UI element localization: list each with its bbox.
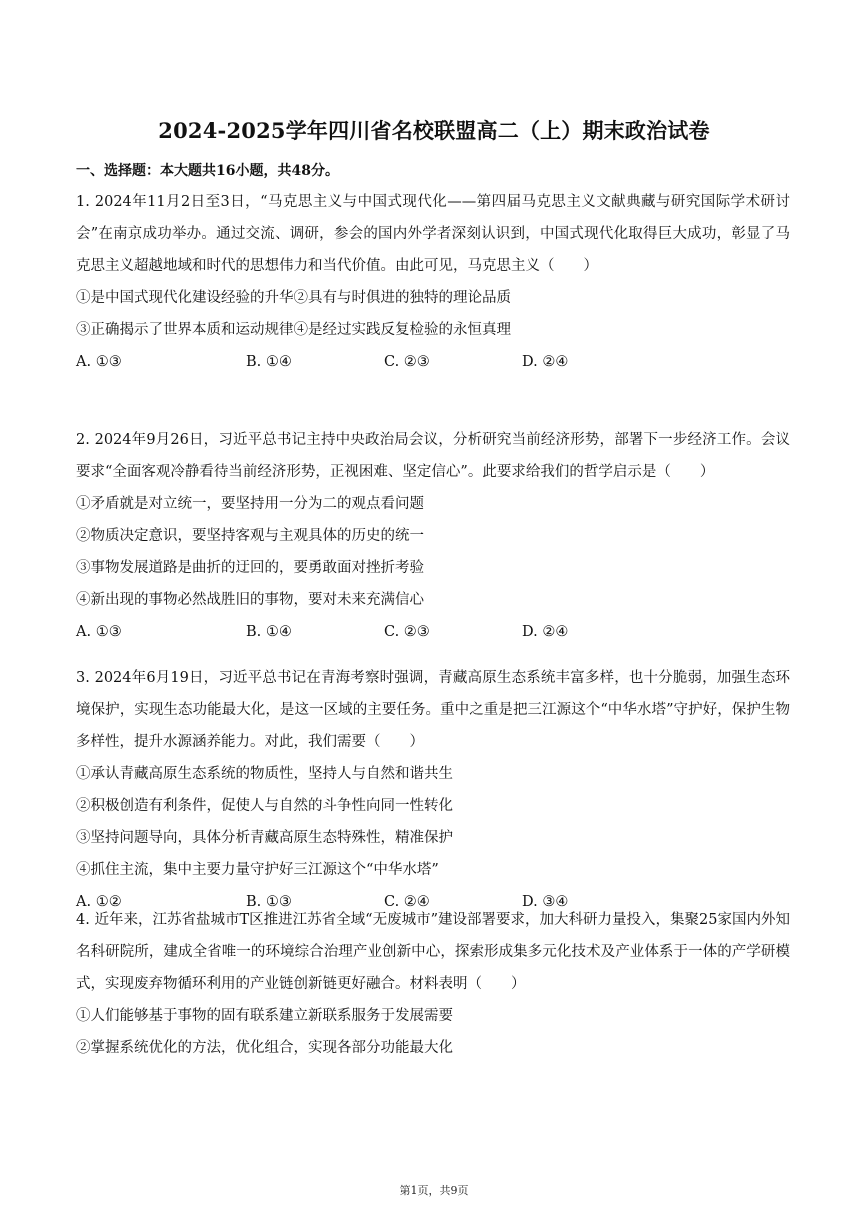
question-4	[76, 904, 790, 1064]
choice-b: B. ①④	[246, 624, 292, 640]
statement: ①是中国式现代化建设经验的升华②具有与时俱进的独特的理论品质	[76, 290, 511, 306]
answer-choices	[76, 346, 790, 378]
statement: ②积极创造有利条件，促使人与自然的斗争性向同一性转化	[76, 798, 453, 814]
statement: ②物质决定意识，要坚持客观与主观具体的历史的统一	[76, 528, 424, 544]
choice-b: B. ①④	[246, 354, 292, 370]
question-2	[76, 424, 790, 648]
statement: ②掌握系统优化的方法，优化组合，实现各部分功能最大化	[76, 1040, 453, 1056]
choice-a: A. ①③	[76, 354, 122, 370]
statement: ③正确揭示了世界本质和运动规律④是经过实践反复检验的永恒真理	[76, 322, 511, 338]
section-heading: 一、选择题：本大题共16小题，共48分。	[76, 163, 339, 179]
question-stem: 2. 2024年9月26日，习近平总书记主持中央政治局会议，分析研究当前经济形势，部署下一步经济工作。会议要求“全面客观冷静看待当前经济形势，正视困难、坚定信心”。此要求给我们的哲学启示是（ ）	[76, 432, 790, 480]
statement: ④抓住主流，集中主要力量守护好三江源这个“中华水塔”	[76, 862, 439, 878]
question-stem: 4. 近年来，江苏省盐城市T区推进江苏省全域“无废城市”建设部署要求，加大科研力量投入，集聚25家国内外知名科研院所，建成全省唯一的环境综合治理产业创新中心，探索形成集多元化技术及产业体系于一体的产学研模式，实现废弃物循环利用的产业链创新链更好融合。材料表明（ ）	[76, 912, 790, 992]
statement: ①人们能够基于事物的固有联系建立新联系服务于发展需要	[76, 1008, 453, 1024]
choice-d: D. ③④	[522, 894, 569, 910]
answer-choices	[76, 616, 790, 648]
choice-c: C. ②④	[384, 894, 430, 910]
choice-c: C. ②③	[384, 624, 430, 640]
question-1	[76, 186, 790, 378]
statement: ①矛盾就是对立统一，要坚持用一分为二的观点看问题	[76, 496, 424, 512]
statement: ③坚持问题导向，具体分析青藏高原生态特殊性，精准保护	[76, 830, 453, 846]
choice-a: A. ①②	[76, 894, 122, 910]
question-3	[76, 662, 790, 918]
exam-title: 2024-2025学年四川省名校联盟高二（上）期末政治试卷	[158, 118, 710, 143]
statement: ③事物发展道路是曲折的迂回的，要勇敢面对挫折考验	[76, 560, 424, 576]
page-footer: 第1页，共9页	[399, 1184, 469, 1197]
choice-d: D. ②④	[522, 354, 569, 370]
question-stem: 3. 2024年6月19日，习近平总书记在青海考察时强调，青藏高原生态系统丰富多样，也十分脆弱，加强生态环境保护，实现生态功能最大化，是这一区域的主要任务。重中之重是把三江源这个“中华水塔”守护好，保护生物多样性，提升水源涵养能力。对此，我们需要（ ）	[76, 670, 790, 750]
choice-a: A. ①③	[76, 624, 122, 640]
choice-b: B. ①③	[246, 894, 292, 910]
choice-d: D. ②④	[522, 624, 569, 640]
choice-c: C. ②③	[384, 354, 430, 370]
question-stem: 1. 2024年11月2日至3日，“马克思主义与中国式现代化——第四届马克思主义文献典藏与研究国际学术研讨会”在南京成功举办。通过交流、调研，参会的国内外学者深刻认识到，中国式现代化取得巨大成功，彰显了马克思主义超越地域和时代的思想伟力和当代价值。由此可见，马克思主义（ ）	[76, 194, 790, 274]
statement: ④新出现的事物必然战胜旧的事物，要对未来充满信心	[76, 592, 424, 608]
statement: ①承认青藏高原生态系统的物质性，坚持人与自然和谐共生	[76, 766, 453, 782]
